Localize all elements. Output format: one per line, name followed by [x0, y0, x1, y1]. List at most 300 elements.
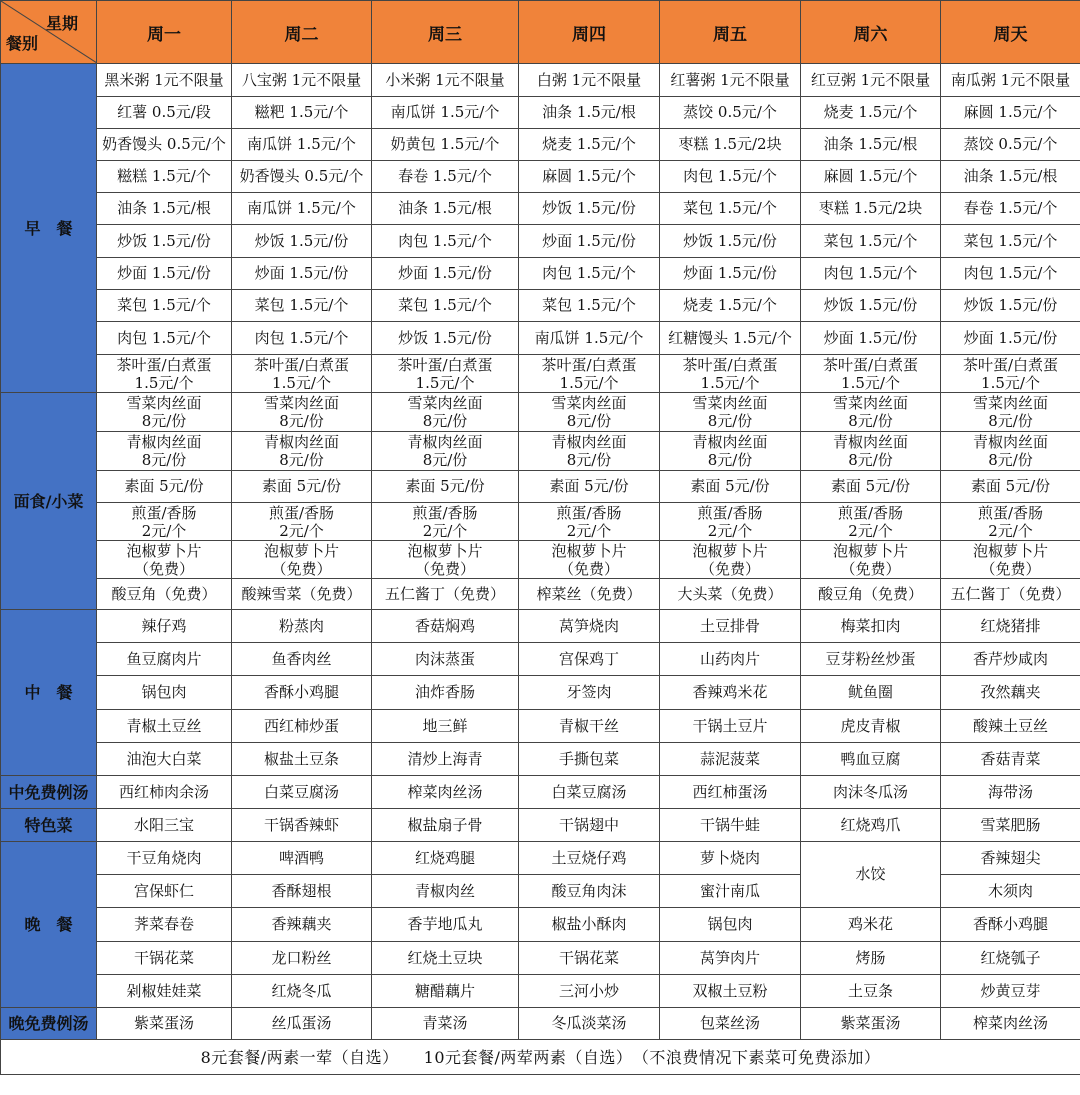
- dish-name: 啤酒鸭: [278, 848, 324, 867]
- menu-item: [232, 1008, 372, 1040]
- dish-name: 红烧鸡腿: [414, 848, 475, 867]
- dish-name: 西红柿炒蛋: [263, 716, 339, 735]
- dish-price: 1.5元/个: [841, 373, 900, 392]
- menu-item: [660, 710, 801, 743]
- menu-item: [801, 503, 941, 541]
- menu-item: [97, 432, 232, 471]
- dish-name: 泡椒萝卜片: [407, 541, 483, 560]
- menu-item: [372, 355, 519, 393]
- dish-name: 煎蛋/香肠: [131, 503, 197, 522]
- dish-name: 煎蛋/香肠: [556, 503, 622, 522]
- dish-name: 泡椒萝卜片: [832, 541, 908, 560]
- menu-row: [1, 908, 1080, 942]
- menu-item: [941, 258, 1080, 290]
- menu-item: [372, 676, 519, 710]
- dish-price: （免费）: [271, 559, 332, 578]
- menu-item: [660, 225, 801, 258]
- menu-item: [372, 97, 519, 129]
- menu-item: [660, 610, 801, 643]
- dish-price: 2元/个: [279, 521, 324, 540]
- dish-name: 烧麦 1.5元/个: [542, 135, 636, 153]
- menu-item: [97, 942, 232, 975]
- menu-item: [372, 503, 519, 541]
- dish-name: 素面 5元/份: [690, 477, 770, 495]
- dish-name: 炒饭 1.5元/份: [254, 231, 349, 250]
- dish-name: 白菜豆腐汤: [263, 782, 339, 801]
- dish-name: 青椒肉丝面: [126, 433, 202, 451]
- dish-price: 8元/份: [279, 451, 324, 469]
- menu-item: [801, 290, 941, 322]
- dish-name: 奶香馒头 0.5元/个: [239, 167, 364, 185]
- menu-item: [519, 541, 660, 579]
- menu-item: [941, 809, 1080, 842]
- dish-name: 炒饭 1.5元/份: [963, 296, 1058, 314]
- dish-name: 泡椒萝卜片: [972, 541, 1048, 560]
- dish-name: 萝卜烧肉: [699, 848, 760, 867]
- corner-week-label: 星期: [45, 14, 78, 33]
- dish-name: 鱿鱼圈: [847, 683, 893, 701]
- dish-price: 8元/份: [566, 451, 612, 469]
- dish-price: 2元/个: [848, 521, 893, 540]
- dish-name: 油条 1.5元/根: [117, 199, 211, 217]
- menu-item: [941, 710, 1080, 743]
- meal-category-dinner: 晚 餐: [1, 842, 97, 1008]
- menu-item: [232, 842, 372, 875]
- dish-name: 锅包肉: [141, 683, 187, 701]
- dish-name: 红烧土豆块: [407, 948, 483, 967]
- dish-name: 荠菜春卷: [133, 915, 194, 933]
- dish-name: 雪菜肉丝面: [832, 394, 908, 412]
- menu-item: [941, 355, 1080, 393]
- dish-name: 丝瓜蛋汤: [271, 1014, 332, 1032]
- dish-name: 椒盐土豆条: [263, 749, 339, 768]
- dish-name: 南瓜饼 1.5元/个: [534, 328, 644, 347]
- dish-name: 奶香馒头 0.5元/个: [102, 135, 226, 153]
- dish-name: 菜包 1.5元/个: [398, 296, 492, 314]
- dish-name: 炒面 1.5元/份: [683, 264, 777, 282]
- dish-name: 手撕包菜: [558, 749, 619, 768]
- menu-item: [941, 129, 1080, 161]
- dish-name: 椒盐扇子骨: [407, 815, 483, 834]
- dish-name: 烤肠: [855, 948, 886, 967]
- menu-item: [232, 129, 372, 161]
- menu-row: [1, 193, 1080, 225]
- menu-item: [97, 161, 232, 193]
- menu-row: [1, 290, 1080, 322]
- dish-name: 菜包 1.5元/个: [823, 231, 918, 250]
- menu-item: [232, 471, 372, 503]
- dish-price: 8元/份: [141, 451, 187, 469]
- menu-item: [97, 743, 232, 776]
- dish-name: 龙口粉丝: [271, 948, 332, 967]
- dish-name: 菜包 1.5元/个: [117, 296, 211, 314]
- menu-item: [372, 161, 519, 193]
- menu-item: [97, 710, 232, 743]
- dish-name: 雪菜肥肠: [980, 815, 1041, 834]
- dish-price: （免费）: [980, 559, 1041, 578]
- menu-body: [1, 64, 1080, 1040]
- menu-item: [941, 432, 1080, 471]
- menu-item: [97, 610, 232, 643]
- dish-name: 红薯粥 1元不限量: [670, 70, 790, 89]
- dish-name: 炒饭 1.5元/份: [398, 328, 492, 347]
- menu-item: [232, 393, 372, 432]
- menu-item: [660, 258, 801, 290]
- dish-name: 蒜泥菠菜: [699, 749, 760, 768]
- menu-row: [1, 393, 1080, 432]
- dish-name: 红糖馒头 1.5元/个: [668, 328, 792, 347]
- menu-item: [660, 975, 801, 1008]
- dish-name: 宫保虾仁: [133, 881, 194, 900]
- dish-name: 炒面 1.5元/份: [823, 328, 918, 347]
- dish-name: 榨菜肉丝汤: [972, 1014, 1048, 1032]
- dish-name: 炒面 1.5元/份: [542, 231, 636, 250]
- dish-name: 素面 5元/份: [124, 477, 204, 495]
- dish-name: 煎蛋/香肠: [412, 503, 478, 522]
- menu-item: [97, 193, 232, 225]
- menu-item: [660, 355, 801, 393]
- dish-name: 茶叶蛋/白煮蛋: [253, 355, 350, 374]
- menu-item: [519, 1008, 660, 1040]
- dish-name: 小米粥 1元不限量: [385, 70, 505, 89]
- menu-item: [232, 258, 372, 290]
- dish-name: 茶叶蛋/白煮蛋: [822, 355, 919, 374]
- dish-name: 白粥 1元不限量: [536, 70, 642, 89]
- dish-name: 炒面 1.5元/份: [254, 264, 349, 282]
- menu-item: [372, 643, 519, 676]
- footer-row: [1, 1040, 1080, 1075]
- menu-item: [519, 64, 660, 97]
- menu-item: [660, 322, 801, 355]
- menu-item: [660, 743, 801, 776]
- dish-name: 南瓜饼 1.5元/个: [247, 199, 356, 217]
- menu-item: [941, 225, 1080, 258]
- menu-item: [660, 64, 801, 97]
- dish-name: 油条 1.5元/根: [542, 103, 636, 121]
- menu-item: [941, 541, 1080, 579]
- dish-name: 茶叶蛋/白煮蛋: [397, 355, 493, 374]
- dish-name: 青椒肉丝面: [551, 433, 627, 451]
- dish-name: 蒸饺 0.5元/个: [963, 135, 1058, 153]
- dish-name: 干锅花菜: [558, 948, 619, 967]
- menu-item: [232, 290, 372, 322]
- menu-item: [232, 875, 372, 908]
- dish-name: 海带汤: [987, 782, 1033, 801]
- dish-name: 八宝粥 1元不限量: [241, 70, 362, 89]
- menu-item: [660, 393, 801, 432]
- dish-name: 干豆角烧肉: [126, 848, 202, 867]
- dish-name: 干锅香辣虾: [263, 815, 339, 834]
- menu-item: [660, 809, 801, 842]
- dish-name: 肉包 1.5元/个: [254, 328, 349, 347]
- dish-price: 8元/份: [141, 412, 187, 430]
- menu-item: [660, 97, 801, 129]
- menu-item: [801, 225, 941, 258]
- menu-item: [801, 432, 941, 471]
- menu-row: [1, 942, 1080, 975]
- dish-name: 肉包 1.5元/个: [542, 264, 636, 282]
- menu-item: [801, 579, 941, 610]
- menu-item: [232, 161, 372, 193]
- menu-item: [519, 842, 660, 875]
- corner-cell: [1, 1, 97, 64]
- menu-row: [1, 471, 1080, 503]
- dish-price: （免费）: [840, 559, 901, 578]
- meal-category-special: 特色菜: [1, 809, 97, 842]
- dish-name: 酸辣土豆丝: [972, 716, 1048, 735]
- dish-price: （免费）: [558, 559, 619, 578]
- dish-name: 干锅花菜: [133, 948, 194, 967]
- menu-row: [1, 643, 1080, 676]
- menu-row: [1, 322, 1080, 355]
- dish-name: 炒面 1.5元/份: [398, 264, 492, 282]
- dish-name: 肉沫蒸蛋: [414, 649, 475, 668]
- menu-item: [519, 97, 660, 129]
- menu-row: [1, 676, 1080, 710]
- menu-item: [232, 541, 372, 579]
- dish-name: 烧麦 1.5元/个: [683, 296, 777, 314]
- day-header: 周三: [372, 1, 519, 64]
- menu-row: [1, 776, 1080, 809]
- menu-item: [660, 290, 801, 322]
- dish-name: 鱼香肉丝: [271, 649, 332, 668]
- menu-row: [1, 503, 1080, 541]
- menu-item: [519, 432, 660, 471]
- dish-name: 素面 5元/份: [405, 477, 485, 495]
- dish-name: 素面 5元/份: [549, 477, 629, 495]
- dish-name: 香芋地瓜丸: [407, 915, 483, 933]
- menu-item: [232, 643, 372, 676]
- dish-name: 麻圆 1.5元/个: [963, 103, 1058, 121]
- dish-name: 青椒肉丝面: [832, 433, 908, 451]
- menu-item: [519, 161, 660, 193]
- dish-name: 干锅土豆片: [692, 716, 768, 735]
- dish-name: 辣仔鸡: [141, 616, 187, 635]
- dish-name: 肉包 1.5元/个: [683, 167, 777, 185]
- package-note: 8元套餐/两素一荤（自选） 10元套餐/两荤两素（自选） （不浪费情况下素菜可免费添加）: [1, 1040, 1080, 1075]
- menu-item: [232, 432, 372, 471]
- dish-name: 酸豆角肉沫: [551, 881, 627, 900]
- dish-name: 土豆烧仔鸡: [551, 848, 627, 867]
- dish-name: 香芹炒咸肉: [972, 649, 1048, 668]
- dish-name: 香酥翅根: [271, 881, 332, 900]
- dish-name: 山药肉片: [699, 649, 760, 668]
- menu-item: [941, 503, 1080, 541]
- dish-price: 1.5元/个: [134, 373, 194, 392]
- dish-name: 大头菜（免费）: [677, 584, 783, 603]
- dish-name: 素面 5元/份: [261, 477, 342, 495]
- menu-item: [660, 842, 801, 875]
- menu-item: [232, 97, 372, 129]
- menu-item: [372, 809, 519, 842]
- dish-price: 2元/个: [988, 521, 1033, 540]
- dish-name: 南瓜饼 1.5元/个: [390, 103, 500, 121]
- menu-item: [801, 541, 941, 579]
- menu-item: [660, 129, 801, 161]
- menu-item: [372, 875, 519, 908]
- menu-item: [801, 942, 941, 975]
- menu-item: [519, 676, 660, 710]
- menu-item: [519, 258, 660, 290]
- menu-item: [941, 97, 1080, 129]
- dish-name: 春卷 1.5元/个: [963, 199, 1058, 217]
- menu-item: [801, 776, 941, 809]
- menu-row: [1, 975, 1080, 1008]
- dish-name: 菜包 1.5元/个: [963, 231, 1058, 250]
- menu-item: [97, 290, 232, 322]
- menu-item: [97, 503, 232, 541]
- menu-item: [97, 541, 232, 579]
- menu-item: [519, 710, 660, 743]
- menu-item: [801, 1008, 941, 1040]
- menu-item: [941, 908, 1080, 942]
- menu-item: [232, 942, 372, 975]
- menu-item: [97, 908, 232, 942]
- menu-item: [372, 64, 519, 97]
- dish-price: 8元/份: [848, 451, 893, 469]
- menu-item: [519, 776, 660, 809]
- dish-name: 黑米粥 1元不限量: [104, 70, 224, 89]
- meal-category-lunch: 中 餐: [1, 610, 97, 776]
- dish-name: 西红柿肉余汤: [118, 782, 209, 801]
- menu-item: [232, 610, 372, 643]
- dish-name: 红烧瓠子: [980, 948, 1041, 967]
- menu-item: [372, 579, 519, 610]
- menu-item: [232, 809, 372, 842]
- dish-name: 油条 1.5元/根: [823, 135, 918, 153]
- dish-price: 8元/份: [422, 412, 468, 430]
- dish-name: 紫菜蛋汤: [133, 1014, 194, 1032]
- dish-name: 干锅牛蛙: [699, 815, 760, 834]
- dish-price: 8元/份: [988, 412, 1033, 430]
- dish-name: 五仁酱丁（免费）: [384, 584, 505, 603]
- menu-item: [941, 842, 1080, 875]
- dish-name: 青椒干丝: [558, 716, 619, 735]
- menu-item: [97, 975, 232, 1008]
- dish-price: 8元/份: [566, 412, 612, 430]
- menu-item: [519, 743, 660, 776]
- dish-name: 三河小炒: [558, 981, 619, 1000]
- dish-name: 红薯 0.5元/段: [117, 103, 211, 121]
- dish-price: 8元/份: [707, 412, 753, 430]
- dish-name: 鸡米花: [847, 915, 893, 933]
- menu-item: [97, 579, 232, 610]
- dish-name: 青菜汤: [422, 1014, 468, 1032]
- menu-item: [941, 875, 1080, 908]
- menu-item: [372, 258, 519, 290]
- menu-row: [1, 809, 1080, 842]
- dish-name: 泡椒萝卜片: [692, 541, 768, 560]
- menu-row: [1, 743, 1080, 776]
- menu-item: [519, 322, 660, 355]
- day-header: 周天: [941, 1, 1080, 64]
- dish-name: 西红柿蛋汤: [692, 782, 768, 801]
- menu-item: [97, 258, 232, 290]
- menu-item: [660, 503, 801, 541]
- menu-item: [660, 942, 801, 975]
- dish-name: 炒饭 1.5元/份: [542, 199, 636, 217]
- menu-row: [1, 97, 1080, 129]
- dish-name: 虎皮青椒: [840, 716, 901, 735]
- dish-name: 椒盐小酥肉: [551, 915, 627, 933]
- dish-name: 青椒肉丝面: [692, 433, 768, 451]
- dish-name: 木须肉: [987, 881, 1033, 900]
- dish-name: 菜包 1.5元/个: [683, 199, 777, 217]
- dish-price: 2元/个: [422, 521, 468, 540]
- menu-item: [801, 710, 941, 743]
- dish-name: 酸豆角（免费）: [111, 584, 217, 603]
- menu-item: [941, 471, 1080, 503]
- dish-name: 香酥小鸡腿: [263, 683, 339, 701]
- dish-name: 肉包 1.5元/个: [117, 328, 211, 347]
- dish-name: 粉蒸肉: [278, 616, 324, 635]
- menu-item: [519, 643, 660, 676]
- menu-item: [801, 193, 941, 225]
- dish-name: 豆芽粉丝炒蛋: [825, 649, 916, 668]
- menu-row: [1, 432, 1080, 471]
- menu-row: [1, 842, 1080, 875]
- menu-item: [660, 193, 801, 225]
- dish-name: 香辣翅尖: [980, 848, 1041, 867]
- menu-item: [660, 579, 801, 610]
- dish-name: 煎蛋/香肠: [837, 503, 904, 522]
- menu-item: [97, 471, 232, 503]
- menu-item: [372, 610, 519, 643]
- dish-name: 白菜豆腐汤: [551, 782, 627, 801]
- day-header: 周五: [660, 1, 801, 64]
- menu-item: [372, 743, 519, 776]
- dish-price: 8元/份: [279, 412, 324, 430]
- dish-name: 油条 1.5元/根: [398, 199, 492, 217]
- dish-name: 枣糕 1.5元/2块: [818, 199, 923, 217]
- menu-item: [519, 610, 660, 643]
- menu-row: [1, 225, 1080, 258]
- dish-name: 肉沫冬瓜汤: [832, 782, 908, 801]
- dish-name: 南瓜粥 1元不限量: [950, 70, 1071, 89]
- dish-name: 炒黄豆芽: [980, 981, 1041, 1000]
- menu-item: [372, 710, 519, 743]
- dish-name: 素面 5元/份: [830, 477, 911, 495]
- meal-category-breakfast: 早 餐: [1, 64, 97, 393]
- dish-name: 水饺: [855, 865, 886, 883]
- dish-name: 麻圆 1.5元/个: [823, 167, 918, 185]
- menu-item: [232, 64, 372, 97]
- dish-name: 牙签肉: [566, 683, 612, 701]
- dish-name: 地三鲜: [422, 716, 468, 735]
- menu-item: [941, 193, 1080, 225]
- menu-item: [97, 676, 232, 710]
- dish-name: 酸辣雪菜（免费）: [241, 584, 362, 603]
- dish-price: 1.5元/个: [700, 373, 760, 392]
- menu-item: [660, 776, 801, 809]
- dish-price: 2元/个: [707, 521, 753, 540]
- meal-category-lunch-soup: 中免费例汤: [1, 776, 97, 809]
- menu-item: [941, 610, 1080, 643]
- menu-item: [372, 541, 519, 579]
- menu-item: [232, 579, 372, 610]
- dish-name: 莴笋烧肉: [558, 616, 619, 635]
- menu-item: [941, 393, 1080, 432]
- menu-item: [519, 809, 660, 842]
- dish-name: 鸭血豆腐: [840, 749, 901, 768]
- dish-name: 茶叶蛋/白煮蛋: [962, 355, 1059, 374]
- dish-name: 炒饭 1.5元/份: [683, 231, 777, 250]
- menu-item: [660, 875, 801, 908]
- menu-row: [1, 64, 1080, 97]
- menu-item: [941, 579, 1080, 610]
- menu-item: [97, 643, 232, 676]
- menu-row: [1, 161, 1080, 193]
